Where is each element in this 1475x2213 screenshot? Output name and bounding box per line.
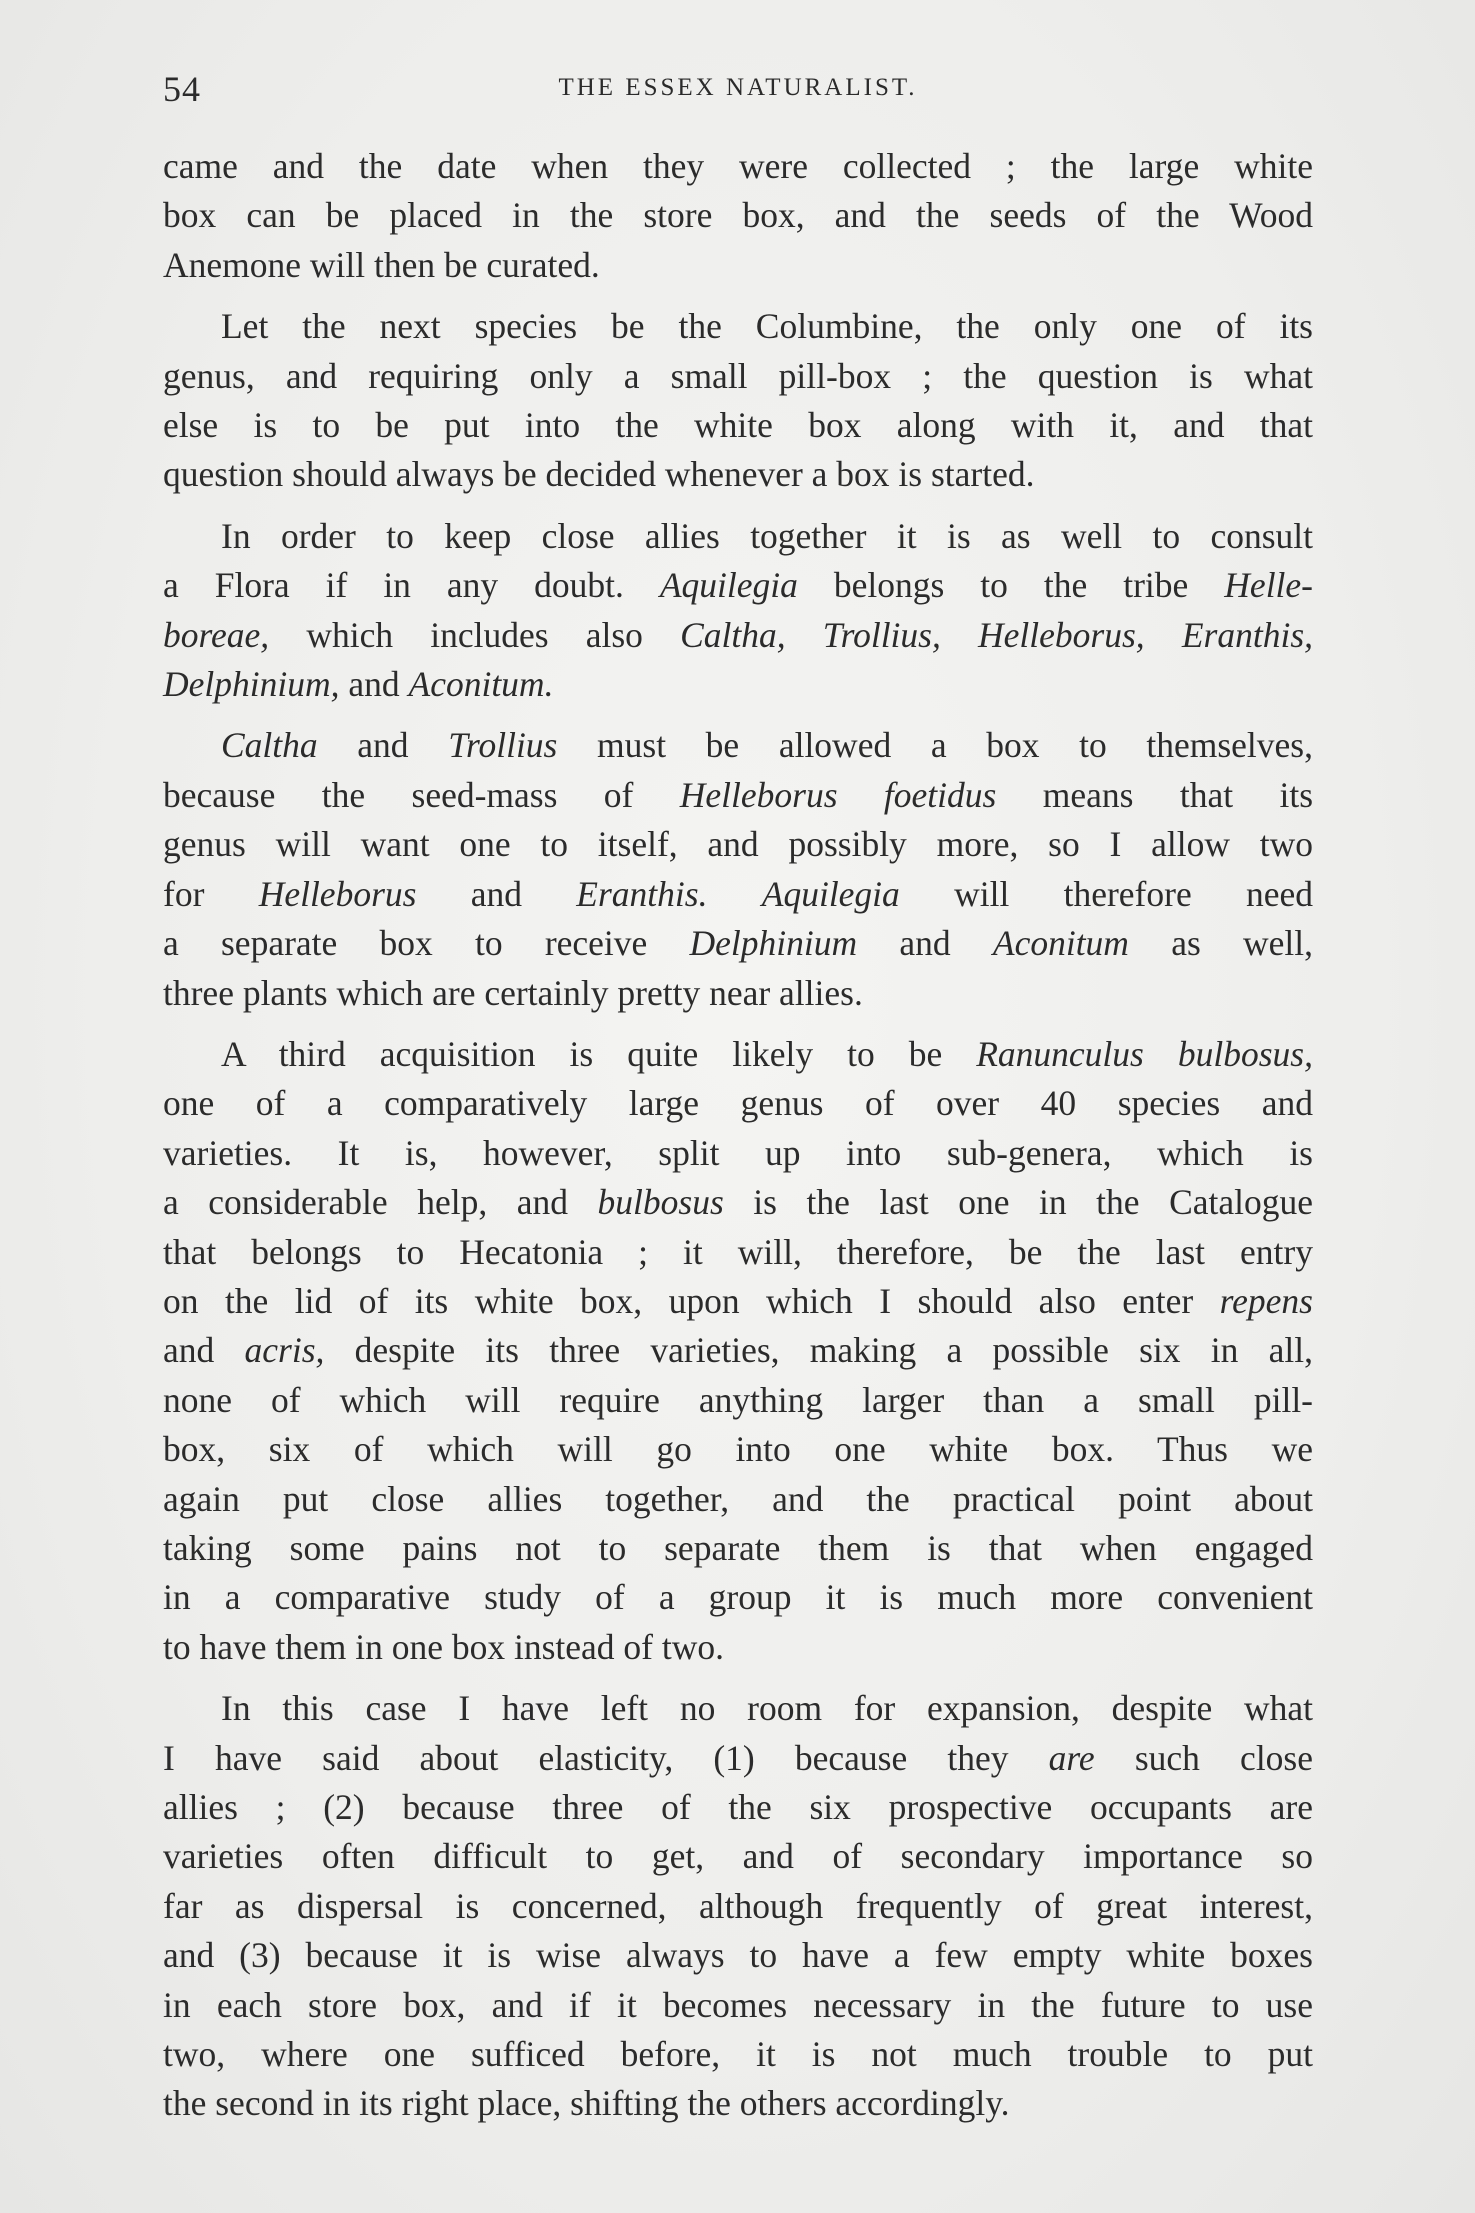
text-run: a separate box to receive: [163, 923, 690, 964]
italic-text: bulbosus: [597, 1182, 724, 1223]
text-run: In this case I have left no room for expansion, despite what: [221, 1688, 1313, 1729]
paragraph: [163, 1684, 1313, 2129]
text-line: [163, 1475, 1313, 1524]
text-line: [163, 1277, 1313, 1326]
text-run: else is to be put into the white box along with it, and that: [163, 405, 1313, 446]
text-run: must be allowed a box to themselves,: [557, 725, 1313, 766]
paragraph: [163, 512, 1313, 710]
text-run: one of a comparatively large genus of over 40 species and: [163, 1083, 1313, 1124]
text-run: varieties. It is, however, split up into sub-genera, which is: [163, 1132, 1313, 1173]
text-run: allies ; (2) because three of the six prospective occupants are: [163, 1787, 1313, 1827]
italic-text: Delphinium,: [163, 664, 340, 705]
text-line: [163, 611, 1313, 660]
text-line: [163, 191, 1313, 240]
text-run: varieties often difficult to get, and of secondary importance so: [163, 1836, 1313, 1877]
text-run: and: [163, 1330, 245, 1371]
italic-text: Ranunculus bulbosus,: [976, 1033, 1313, 1074]
text-line: [163, 1931, 1313, 1980]
text-run: is the last one in the Catalogue: [723, 1182, 1313, 1223]
text-line: [163, 1425, 1313, 1474]
text-run: despite its three varieties, making a possible six in all,: [324, 1330, 1313, 1371]
text-run: to have them in one box instead of two.: [163, 1626, 724, 1667]
italic-text: are: [1048, 1737, 1095, 1778]
text-run: box, six of which will go into one white box. Thus we: [163, 1429, 1313, 1470]
text-line: [163, 1783, 1313, 1832]
text-line: [163, 1228, 1313, 1277]
text-run: on the lid of its white box, upon which I should also enter: [163, 1280, 1220, 1321]
text-line: [163, 919, 1313, 968]
text-run: I have said about elasticity, (1) because they: [163, 1737, 1049, 1778]
text-run: belongs to the tribe: [797, 565, 1225, 606]
page-header: [163, 68, 1313, 118]
text-run: genus, and requiring only a small pill-box ; the question is what: [163, 355, 1313, 396]
text-run: Let the next species be the Columbine, the only one of its: [221, 306, 1313, 347]
text-run: the second in its right place, shifting the others accordingly.: [163, 2083, 1010, 2124]
text-run: Anemone will then be curated.: [163, 244, 600, 285]
text-line: [163, 771, 1313, 820]
running-title: THE ESSEX NATURALIST.: [558, 74, 918, 101]
text-line: [163, 1326, 1313, 1375]
text-run: a Flora if in any doubt.: [163, 565, 660, 606]
italic-text: Aconitum: [992, 923, 1129, 964]
text-line: [163, 969, 1313, 1018]
paragraph: [163, 1030, 1313, 1672]
text-run: genus will want one to itself, and possibly more, so I allow two: [163, 824, 1313, 865]
text-run: in a comparative study of a group it is much more convenient: [163, 1577, 1313, 1618]
text-run: and: [857, 923, 993, 964]
text-run: will therefore need: [899, 873, 1313, 914]
text-line: [163, 561, 1313, 610]
page-number: 54: [163, 69, 201, 109]
text-line: [163, 1376, 1313, 1425]
text-line: [163, 1079, 1313, 1128]
text-line: [163, 241, 1313, 290]
text-line: [163, 1030, 1313, 1079]
italic-text: Caltha: [221, 725, 318, 766]
text-line: [163, 1981, 1313, 2030]
text-line: [163, 142, 1313, 191]
text-line: [163, 2030, 1313, 2079]
text-run: and: [339, 664, 409, 705]
text-line: [163, 1684, 1313, 1733]
italic-text: Trollius: [448, 725, 558, 766]
italic-text: Caltha, Trollius, Helleborus, Eranthis,: [680, 614, 1314, 655]
text-run: and: [317, 725, 449, 766]
italic-text: boreae,: [163, 614, 270, 655]
text-line: [163, 660, 1313, 709]
text-run: again put close allies together, and the practical point about: [163, 1478, 1313, 1519]
text-run: and (3) because it is wise always to have a few empty white boxes: [163, 1935, 1313, 1976]
italic-text: Aconitum.: [408, 664, 554, 705]
text-run: such close: [1094, 1737, 1314, 1778]
text-run: taking some pains not to separate them is that when engaged: [163, 1527, 1313, 1568]
text-line: [163, 1524, 1313, 1573]
text-run: a considerable help, and: [163, 1182, 598, 1223]
text-run: which includes also: [269, 614, 681, 655]
text-line: [163, 1623, 1313, 1672]
text-line: [163, 1129, 1313, 1178]
text-run: none of which will require anything larger than a small pill-: [163, 1379, 1313, 1420]
text-run: two, where one sufficed before, it is not much trouble to put: [163, 2034, 1313, 2075]
italic-text: acris,: [244, 1330, 325, 1371]
text-line: [163, 1178, 1313, 1227]
text-run: box can be placed in the store box, and the seeds of the Wood: [163, 195, 1313, 236]
italic-text: Helleborus foetidus: [679, 774, 997, 815]
text-run: that belongs to Hecatonia ; it will, therefore, be the last entry: [163, 1231, 1313, 1272]
text-line: [163, 1882, 1313, 1931]
italic-text: Eranthis.: [576, 873, 708, 914]
text-line: [163, 1832, 1313, 1881]
text-line: [163, 2079, 1313, 2128]
italic-text: Helle-: [1224, 565, 1313, 606]
text-line: [163, 352, 1313, 401]
text-line: [163, 820, 1313, 869]
text-line: [163, 1573, 1313, 1622]
italic-text: Helleborus: [258, 873, 417, 914]
text-line: [163, 512, 1313, 561]
text-run: came and the date when they were collected ; the large white: [163, 146, 1313, 186]
text-line: [163, 721, 1313, 770]
text-run: means that its: [996, 774, 1314, 815]
text-line: [163, 401, 1313, 450]
text-run: In order to keep close allies together it is as well to consult: [221, 515, 1313, 556]
italic-text: Aquilegia: [761, 873, 900, 914]
text-line: [163, 302, 1313, 351]
paragraph: [163, 302, 1313, 500]
text-run: far as dispersal is concerned, although frequently of great interest,: [163, 1885, 1313, 1926]
text-run: for: [163, 873, 259, 914]
italic-text: Delphinium: [689, 923, 858, 964]
body-text: [163, 142, 1313, 2141]
text-run: and: [416, 873, 577, 914]
text-line: [163, 870, 1313, 919]
italic-text: repens: [1219, 1280, 1313, 1321]
text-line: [163, 450, 1313, 499]
paragraph: [163, 142, 1313, 290]
text-run: A third acquisition is quite likely to be: [221, 1033, 977, 1074]
text-run: in each store box, and if it becomes necessary in the future to use: [163, 1984, 1313, 2025]
text-run: question should always be decided whenever a box is started.: [163, 454, 1035, 495]
paragraph: [163, 721, 1313, 1017]
text-run: [707, 874, 761, 914]
text-run: as well,: [1128, 923, 1313, 964]
text-run: because the seed-mass of: [163, 774, 680, 815]
text-line: [163, 1734, 1313, 1783]
italic-text: Aquilegia: [659, 565, 798, 606]
text-run: three plants which are certainly pretty near allies.: [163, 972, 863, 1013]
